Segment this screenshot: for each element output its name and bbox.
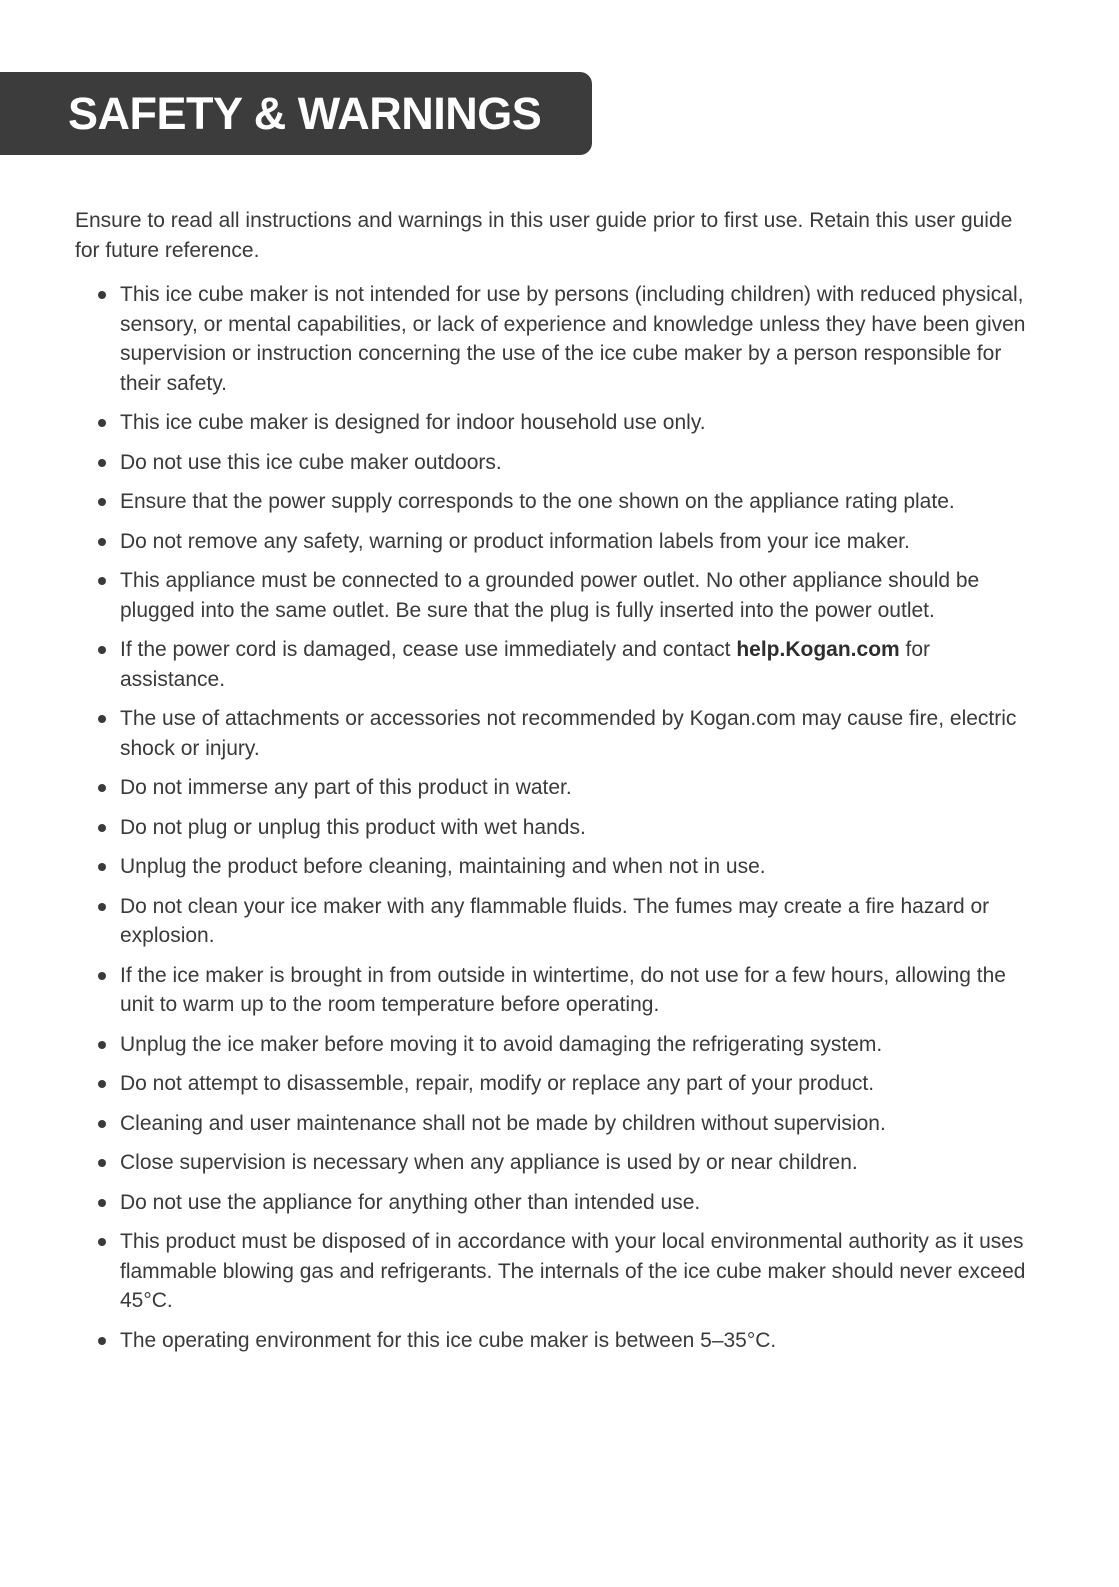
warning-item xyxy=(75,527,1040,557)
warning-text: This ice cube maker is designed for indoor household use only. xyxy=(120,411,706,434)
warning-text: This appliance must be connected to a grounded power outlet. No other appliance should be plugged into the same outlet. Be sure that the plug is fully inserted into the power outlet. xyxy=(120,569,980,622)
warning-text: If the ice maker is brought in from outside in wintertime, do not use for a few hours, allowing the unit to warm up to the room temperature before operating. xyxy=(120,963,1006,1016)
warning-text: Unplug the product before cleaning, maintaining and when not in use. xyxy=(120,855,766,878)
warning-item xyxy=(75,1326,1040,1356)
warning-text: for assistance. xyxy=(120,638,931,691)
bullet-icon xyxy=(98,459,106,467)
warning-text: Do not clean your ice maker with any flammable fluids. The fumes may create a fire hazard or explosion. xyxy=(120,894,990,947)
bullet-icon xyxy=(98,824,106,832)
warning-item xyxy=(75,448,1040,478)
warning-item xyxy=(75,1148,1040,1178)
warning-text: Do not use this ice cube maker outdoors. xyxy=(120,450,502,474)
warning-text: This ice cube maker is not intended for use by persons (including children) with reduced physical, sensory, or mental capabilities, or lack of experience and knowledge unless they have been given supervision or instruction concerning the use of the ice cube maker by a person responsible for their safety. xyxy=(120,283,1026,395)
warning-text: Unplug the ice maker before moving it to avoid damaging the refrigerating system. xyxy=(120,1032,883,1056)
warning-item xyxy=(75,280,1040,398)
bullet-icon xyxy=(98,1120,106,1128)
warning-text: Close supervision is necessary when any appliance is used by or near children. xyxy=(120,1151,858,1174)
bullet-icon xyxy=(98,972,106,980)
bullet-icon xyxy=(98,1337,106,1345)
warning-text: Do not remove any safety, warning or product information labels from your ice maker. xyxy=(120,529,910,553)
bullet-icon xyxy=(98,715,106,723)
warnings-list xyxy=(75,280,1040,1355)
bullet-icon xyxy=(98,1238,106,1246)
warning-text: If the power cord is damaged, cease use immediately and contact xyxy=(120,638,737,661)
warning-item xyxy=(75,487,1040,517)
bullet-icon xyxy=(98,419,106,427)
bullet-icon xyxy=(98,577,106,585)
warning-item xyxy=(75,1188,1040,1218)
support-link: help.Kogan.com xyxy=(736,638,900,661)
warning-item xyxy=(75,635,1040,694)
bullet-icon xyxy=(98,1041,106,1049)
bullet-icon xyxy=(98,538,106,546)
bullet-icon xyxy=(98,784,106,792)
bullet-icon xyxy=(98,646,106,654)
warning-text: Ensure that the power supply corresponds to the one shown on the appliance rating plate. xyxy=(120,490,955,513)
intro-paragraph: Ensure to read all instructions and warnings in this user guide prior to first use. Retain this user guide for future reference. xyxy=(75,209,1013,262)
warning-text: Do not plug or unplug this product with wet hands. xyxy=(120,815,586,839)
warning-item xyxy=(75,566,1040,625)
warning-text: The operating environment for this ice cube maker is between 5–35°C. xyxy=(120,1328,777,1352)
warning-text: Do not attempt to disassemble, repair, modify or replace any part of your product. xyxy=(120,1072,875,1095)
warning-text: Do not use the appliance for anything other than intended use. xyxy=(120,1190,701,1214)
warning-item xyxy=(75,1069,1040,1099)
bullet-icon xyxy=(98,291,106,299)
document-body xyxy=(75,206,1040,1365)
bullet-icon xyxy=(98,1199,106,1207)
section-title-banner xyxy=(0,72,592,155)
warning-item xyxy=(75,1227,1040,1316)
warning-item xyxy=(75,773,1040,803)
warning-item xyxy=(75,704,1040,763)
warning-text: Cleaning and user maintenance shall not be made by children without supervision. xyxy=(120,1111,886,1135)
bullet-icon xyxy=(98,863,106,871)
warning-text: Do not immerse any part of this product in water. xyxy=(120,776,572,799)
bullet-icon xyxy=(98,1080,106,1088)
warning-item xyxy=(75,1109,1040,1139)
warning-item xyxy=(75,408,1040,438)
warning-item xyxy=(75,961,1040,1020)
warning-text: The use of attachments or accessories not recommended by Kogan.com may cause fire, electric shock or injury. xyxy=(120,707,1017,760)
bullet-icon xyxy=(98,903,106,911)
page-title: SAFETY & WARNINGS xyxy=(68,87,542,139)
bullet-icon xyxy=(98,498,106,506)
warning-item xyxy=(75,852,1040,882)
bullet-icon xyxy=(98,1159,106,1167)
warning-item xyxy=(75,813,1040,843)
warning-item xyxy=(75,1030,1040,1060)
warning-item xyxy=(75,892,1040,951)
warning-text: This product must be disposed of in accordance with your local environmental authority as it uses flammable blowing gas and refrigerants. The internals of the ice cube maker should never exceed 45°C. xyxy=(120,1230,1026,1312)
